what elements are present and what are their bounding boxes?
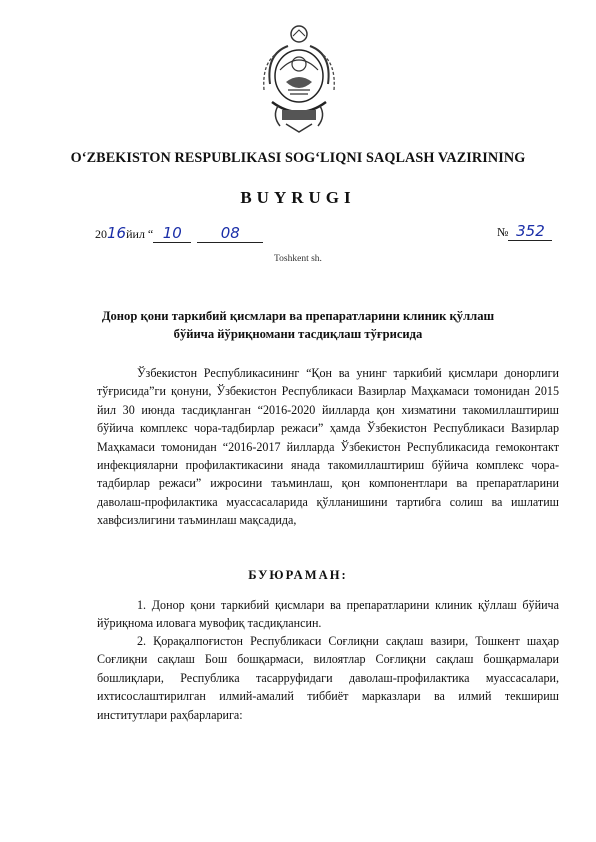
- title-line: Донор қони таркибий қисмлари ва препаратларини клиник қўллаш: [101, 309, 495, 323]
- year-handwritten: 16: [107, 224, 127, 242]
- preamble-paragraph: Ўзбекистон Республикасининг “Қон ва унинг таркибий қисмлари донорлиги тўғрисида”ги қонуни, Ўзбекистон Республикаси Вазирлар Маҳкамаси томонидан 2015 йил 30 июнда тасдиқланган “2016-2020 йилларда қон хизматини такомиллаштириш бўйича комплекс чора-тадбирлар режаси” ҳамда Ўзбекистон Республикаси Вазирлар Маҳкамаси томонидан “2016-2017 йилларда Ўзбекистон Республикасида гемоконтакт инфекцияларни профилактикасини янада такомиллаштириш бўйича комплекс чора-тадбирлар режаси” ижросини таъминлаш, қон компонентлари ва препаратларини даволаш-профилактика муассасаларида қўлланишини тартибга солиш ва ишлатиш хавфсизлигини таъминлаш мақсадида,: [97, 366, 559, 528]
- list-item: 1. Донор қони таркибий қисмлари ва препаратларини клиник қўллаш бўйича йўриқнома иловага мувофиқ тасдиқлансин.: [97, 598, 559, 631]
- document-type-heading: BUYRUGI: [240, 188, 356, 207]
- decree-heading: БУЮРАМАН:: [248, 568, 348, 582]
- year-suffix: йил “: [126, 227, 154, 241]
- state-emblem-icon: [258, 24, 340, 136]
- document-title: [90, 307, 506, 343]
- year-prefix: 20: [95, 227, 107, 241]
- ministry-heading: O‘ZBEKISTON RESPUBLIKASI SOG‘LIQNI SAQLASH VAZIRINING: [70, 150, 526, 166]
- date-line: [95, 224, 263, 243]
- list-item: 2. Қорақалпоғистон Республикаси Соғлиқни сақлаш вазири, Тошкент шаҳар Соғлиқни сақлаш Бош бошқармаси, вилоятлар Соғлиқни сақлаш бошқармалари бошлиқлари, Республика тасарруфидаги даволаш-профилактика муассасалари, ихтисослаштирилган илмий-амалий тиббиёт марказлари ва илмий текшириш институтлари раҳбарларига:: [97, 634, 559, 722]
- order-number: [497, 222, 552, 241]
- number-prefix: №: [497, 225, 509, 239]
- city-label: Toshkent sh.: [274, 254, 322, 264]
- number-handwritten: 352: [508, 222, 552, 241]
- month-handwritten: 08: [197, 224, 263, 243]
- day-handwritten: 10: [153, 224, 191, 243]
- title-line: бўйича йўриқномани тасдиқлаш тўғрисида: [173, 327, 423, 341]
